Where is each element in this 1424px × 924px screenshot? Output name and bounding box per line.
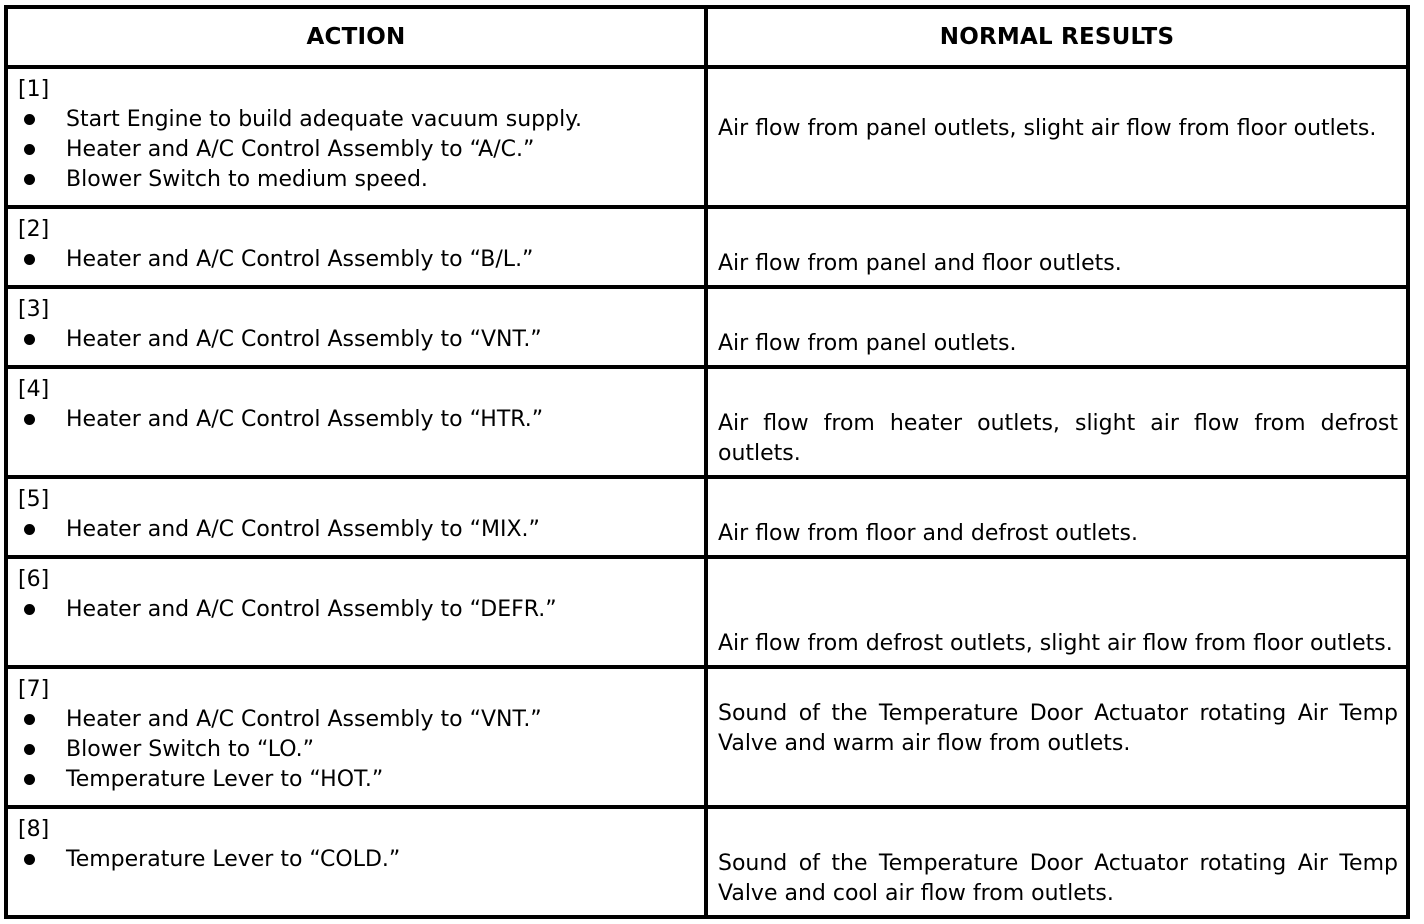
bullet-icon <box>24 144 35 155</box>
result-cell <box>706 367 1408 477</box>
step-number: [3] <box>18 297 50 322</box>
result-text: Sound of the Temperature Door Actuator rotating Air Temp Valve and warm air flow from outlets. <box>718 701 1398 756</box>
result-text: Air flow from floor and defrost outlets. <box>718 521 1138 546</box>
table-row <box>6 67 1408 207</box>
action-list <box>18 105 694 195</box>
action-cell <box>6 557 706 667</box>
action-text: Temperature Lever to “HOT.” <box>66 767 384 792</box>
bullet-icon <box>24 714 35 725</box>
action-text: Heater and A/C Control Assembly to “B/L.” <box>66 247 534 272</box>
action-cell <box>6 477 706 557</box>
table-row <box>6 557 1408 667</box>
action-cell <box>6 667 706 807</box>
step-number: [1] <box>18 77 50 102</box>
result-cell <box>706 807 1408 917</box>
action-cell <box>6 367 706 477</box>
normal-results-header: NORMAL RESULTS <box>706 7 1408 67</box>
result-text: Air flow from panel and floor outlets. <box>718 251 1122 276</box>
action-cell <box>6 207 706 287</box>
action-cell <box>6 67 706 207</box>
step-number: [7] <box>18 677 50 702</box>
action-cell <box>6 807 706 917</box>
result-text: Sound of the Temperature Door Actuator rotating Air Temp Valve and cool air flow from outlets. <box>718 851 1398 906</box>
bullet-icon <box>24 774 35 785</box>
header-row <box>6 7 1408 67</box>
table-row <box>6 807 1408 917</box>
bullet-icon <box>24 524 35 535</box>
list-item <box>18 405 694 435</box>
step-number: [6] <box>18 567 50 592</box>
table-row <box>6 367 1408 477</box>
action-text: Heater and A/C Control Assembly to “A/C.” <box>66 137 535 162</box>
action-text: Temperature Lever to “COLD.” <box>66 847 401 872</box>
list-item <box>18 705 694 735</box>
action-cell <box>6 287 706 367</box>
list-item <box>18 325 694 355</box>
action-text: Heater and A/C Control Assembly to “HTR.” <box>66 407 544 432</box>
result-cell <box>706 207 1408 287</box>
list-item <box>18 165 694 195</box>
result-cell <box>706 287 1408 367</box>
bullet-icon <box>24 414 35 425</box>
procedure-table <box>4 5 1410 919</box>
action-text: Heater and A/C Control Assembly to “DEFR.” <box>66 597 557 622</box>
list-item <box>18 735 694 765</box>
action-text: Heater and A/C Control Assembly to “VNT.” <box>66 707 542 732</box>
step-number: [2] <box>18 217 50 242</box>
result-text: Air flow from defrost outlets, slight air flow from floor outlets. <box>718 631 1393 656</box>
step-number: [8] <box>18 817 50 842</box>
action-list <box>18 705 694 795</box>
action-list <box>18 245 694 275</box>
table-row <box>6 287 1408 367</box>
table-row <box>6 477 1408 557</box>
bullet-icon <box>24 334 35 345</box>
list-item <box>18 105 694 135</box>
action-list <box>18 595 694 625</box>
bullet-icon <box>24 604 35 615</box>
action-text: Blower Switch to “LO.” <box>66 737 315 762</box>
result-text: Air flow from panel outlets, slight air flow from floor outlets. <box>718 116 1377 141</box>
action-list <box>18 845 694 875</box>
bullet-icon <box>24 174 35 185</box>
result-text: Air flow from panel outlets. <box>718 331 1017 356</box>
action-list <box>18 405 694 435</box>
list-item <box>18 765 694 795</box>
bullet-icon <box>24 114 35 125</box>
result-cell <box>706 477 1408 557</box>
table-row <box>6 207 1408 287</box>
list-item <box>18 245 694 275</box>
action-header: ACTION <box>6 7 706 67</box>
result-cell <box>706 667 1408 807</box>
action-text: Heater and A/C Control Assembly to “VNT.” <box>66 327 542 352</box>
step-number: [5] <box>18 487 50 512</box>
bullet-icon <box>24 744 35 755</box>
result-cell <box>706 67 1408 207</box>
list-item <box>18 595 694 625</box>
action-text: Blower Switch to medium speed. <box>66 167 428 192</box>
list-item <box>18 845 694 875</box>
list-item <box>18 135 694 165</box>
step-number: [4] <box>18 377 50 402</box>
result-text: Air flow from heater outlets, slight air flow from defrost outlets. <box>718 411 1398 466</box>
action-text: Heater and A/C Control Assembly to “MIX.” <box>66 517 540 542</box>
table-row <box>6 667 1408 807</box>
bullet-icon <box>24 854 35 865</box>
action-list <box>18 325 694 355</box>
result-cell <box>706 557 1408 667</box>
list-item <box>18 515 694 545</box>
action-text: Start Engine to build adequate vacuum supply. <box>66 107 583 132</box>
bullet-icon <box>24 254 35 265</box>
action-list <box>18 515 694 545</box>
